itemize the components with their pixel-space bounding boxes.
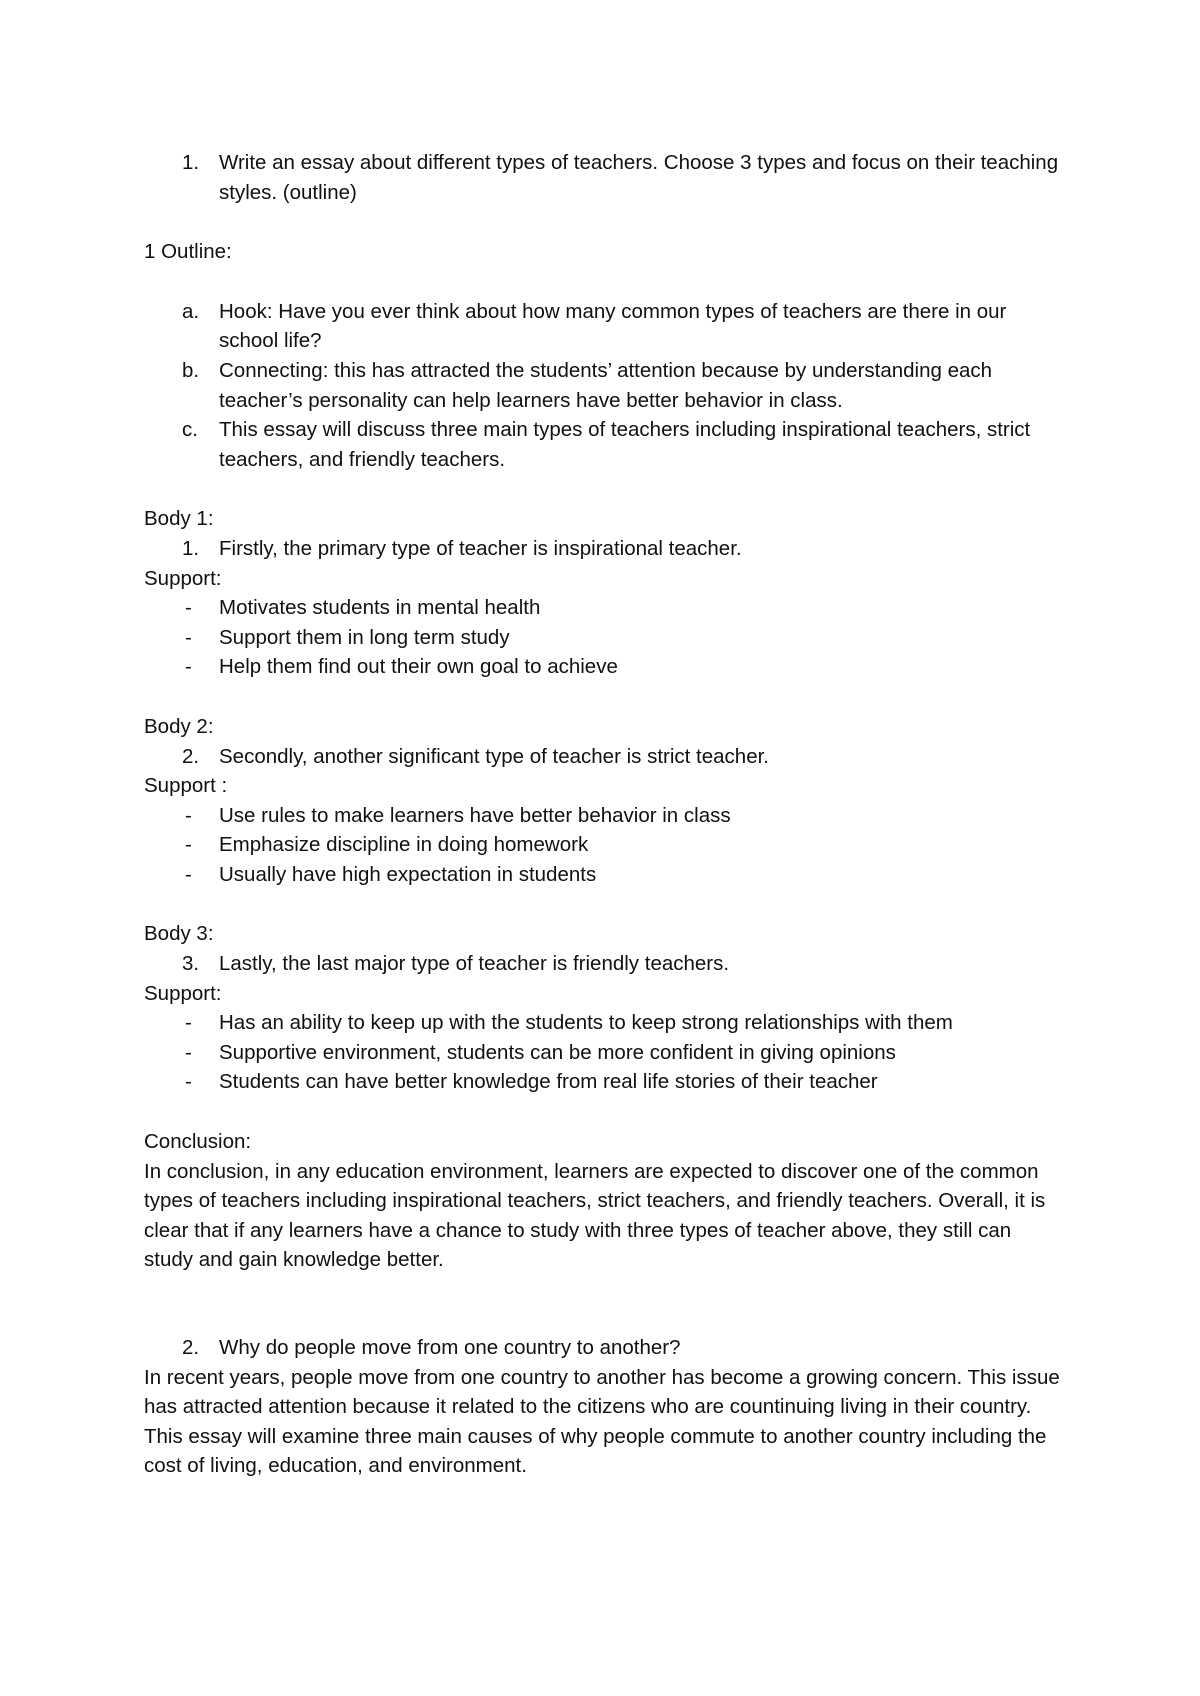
question-1 xyxy=(144,148,1064,207)
body-1-point-text: Support them in long term study xyxy=(219,625,510,649)
body-3-point-text: Students can have better knowledge from real life stories of their teacher xyxy=(219,1070,878,1094)
document-body xyxy=(144,148,1064,1481)
dash-bullet: - xyxy=(185,625,192,649)
body-3-heading: Body 3: xyxy=(144,922,214,946)
body-2-topic xyxy=(144,742,1064,772)
body-2-support-label: Support : xyxy=(144,774,228,798)
body-3-point-text: Supportive environment, students can be more confident in giving opinions xyxy=(219,1040,896,1064)
conclusion-heading: Conclusion: xyxy=(144,1130,252,1154)
intro-item-text: Hook: Have you ever think about how many common types of teachers are there in our school life? xyxy=(219,299,1007,353)
question-2-number: 2. xyxy=(182,1336,200,1359)
body-3-support-label: Support: xyxy=(144,981,222,1005)
dash-bullet: - xyxy=(185,1011,192,1035)
body-2-point-text: Emphasize discipline in doing homework xyxy=(219,833,589,857)
body-3-point xyxy=(144,1038,1064,1068)
outline-heading: 1 Outline: xyxy=(144,240,232,264)
question-2-paragraph: In recent years, people move from one country to another has become a growing concern. This issue has attracted attention because it related to the citizens who are countinuing living in their country. This essay will examine three main causes of why people commute to another country including the cost of living, education, and environment. xyxy=(144,1365,1060,1478)
body-2-number: 2. xyxy=(182,744,200,768)
dash-bullet: - xyxy=(185,1070,192,1094)
body-1-point xyxy=(144,593,1064,623)
question-2 xyxy=(144,1333,1064,1363)
intro-item-thesis xyxy=(144,415,1064,474)
body-1-point xyxy=(144,623,1064,653)
body-1-support-label: Support: xyxy=(144,566,222,590)
dash-bullet: - xyxy=(185,655,192,679)
intro-item-marker: b. xyxy=(182,358,200,382)
body-2-heading: Body 2: xyxy=(144,714,214,738)
dash-bullet: - xyxy=(185,833,192,857)
intro-item-marker: a. xyxy=(182,299,200,323)
body-1-topic-text: Firstly, the primary type of teacher is inspirational teacher. xyxy=(219,536,742,560)
conclusion-paragraph: In conclusion, in any education environment, learners are expected to discover one of the common types of teachers including inspirational teachers, strict teachers, and friendly teachers. Overall, it is clear that if any learners have a chance to study with three types of teacher above, they still can study and gain knowledge better. xyxy=(144,1159,1046,1272)
body-3-point-text: Has an ability to keep up with the students to keep strong relationships with them xyxy=(219,1011,953,1035)
question-2-text: Why do people move from one country to another? xyxy=(219,1336,681,1359)
body-3-point xyxy=(144,1067,1064,1097)
body-2-point-text: Use rules to make learners have better behavior in class xyxy=(219,803,731,827)
body-2-point-text: Usually have high expectation in students xyxy=(219,862,597,886)
body-3-number: 3. xyxy=(182,952,200,976)
body-3-topic-text: Lastly, the last major type of teacher is friendly teachers. xyxy=(219,952,730,976)
intro-item-text: This essay will discuss three main types of teachers including inspirational teachers, strict teachers, and friendly teachers. xyxy=(219,418,1031,471)
dash-bullet: - xyxy=(185,803,192,827)
intro-item-text: Connecting: this has attracted the students’ attention because by understanding each teacher’s personality can help learners have better behavior in class. xyxy=(219,358,993,412)
body-1-number: 1. xyxy=(182,536,200,560)
body-3-topic xyxy=(144,949,1064,979)
body-2-point xyxy=(144,830,1064,860)
body-3-point xyxy=(144,1008,1064,1038)
dash-bullet: - xyxy=(185,596,192,620)
body-1-point xyxy=(144,652,1064,682)
intro-item-hook xyxy=(144,297,1064,356)
body-2-point xyxy=(144,801,1064,831)
body-1-point-text: Help them find out their own goal to achieve xyxy=(219,655,618,679)
question-1-text: Write an essay about different types of teachers. Choose 3 types and focus on their teaching styles. (outline) xyxy=(219,151,1059,204)
intro-item-marker: c. xyxy=(182,418,198,442)
intro-item-connecting xyxy=(144,356,1064,415)
body-1-point-text: Motivates students in mental health xyxy=(219,596,541,620)
body-2-topic-text: Secondly, another significant type of teacher is strict teacher. xyxy=(219,744,769,768)
body-1-topic xyxy=(144,534,1064,564)
body-1-heading: Body 1: xyxy=(144,507,214,531)
dash-bullet: - xyxy=(185,862,192,886)
question-1-number: 1. xyxy=(182,151,200,174)
dash-bullet: - xyxy=(185,1040,192,1064)
body-2-point xyxy=(144,860,1064,890)
